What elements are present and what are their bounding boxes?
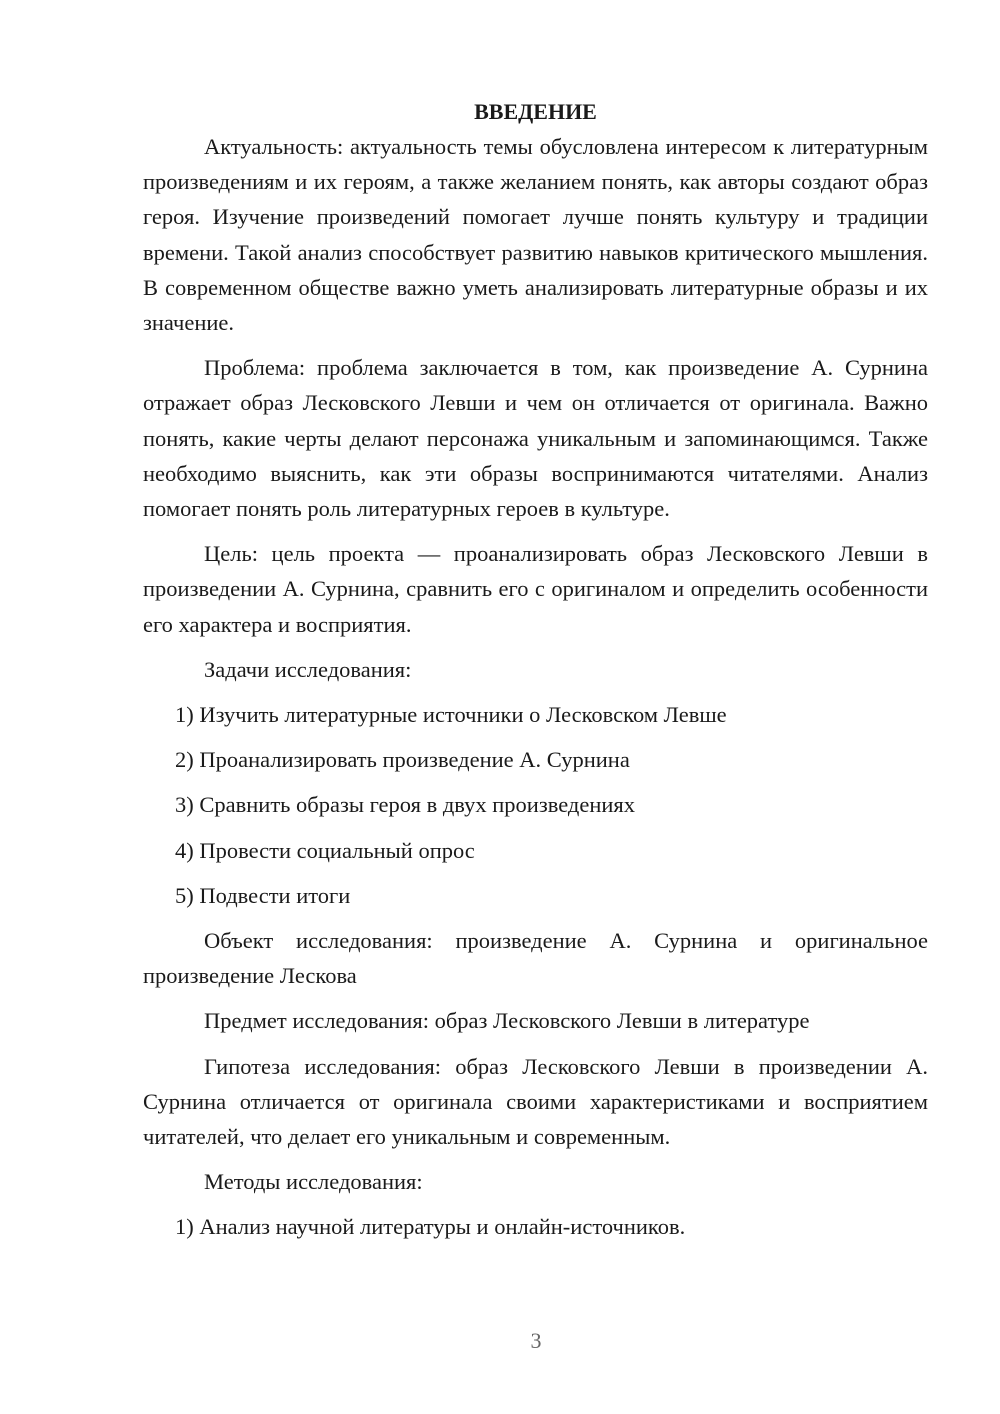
list-item-task-3: 3) Сравнить образы героя в двух произведениях [175,792,636,818]
list-item-task-5: 5) Подвести итоги [175,882,351,908]
page-number: 3 [530,1328,542,1353]
goal-paragraph: Цель: цель проекта — проанализировать образ Лесковского Левши в произведении А. Сурнина, сравнить его с оригиналом и определить особенности его характера и восприятия. [143,541,928,637]
hypothesis-paragraph: Гипотеза исследования: образ Лесковского Левши в произведении А. Сурнина отличается от оригинала своими характеристиками и восприятием читателей, что делает его уникальным и современным. [143,1053,928,1150]
relevance-paragraph: Актуальность: актуальность темы обусловлена интересом к литературным произведениям и их героям, а также желанием понять, как авторы создают образ героя. Изучение произведений помогает лучше понять культуру и традиции времени. Такой анализ способствует развитию навыков критического мышления. В современном обществе важно уметь анализировать литературные образы и их значение. [143,134,928,336]
list-item-task-1: 1) Изучить литературные источники о Лесковском Левше [175,702,727,728]
document-page [143,90,928,1245]
list-item-task-4: 4) Провести социальный опрос [175,837,475,863]
list-item-task-2: 2) Проанализировать произведение А. Сурнина [175,747,630,773]
subject-paragraph: Предмет исследования: образ Лесковского Левши в литературе [204,1008,810,1034]
object-paragraph: Объект исследования: произведение А. Сурнина и оригинальное произведение Лескова [143,928,928,989]
methods-title: Методы исследования: [204,1169,423,1195]
problem-paragraph: Проблема: проблема заключается в том, как произведение А. Сурнина отражает образ Лесковского Левши и чем он отличается от оригинала. Важно понять, какие черты делают персонажа уникальным и запоминающимся. Также необходимо выяснить, как эти образы воспринимаются читателями. Анализ помогает понять роль литературных героев в культуре. [143,355,928,522]
section-heading: ВВЕДЕНИЕ [474,99,597,124]
list-item-method-1: 1) Анализ научной литературы и онлайн-источников. [175,1214,686,1240]
tasks-title: Задачи исследования: [204,656,412,682]
